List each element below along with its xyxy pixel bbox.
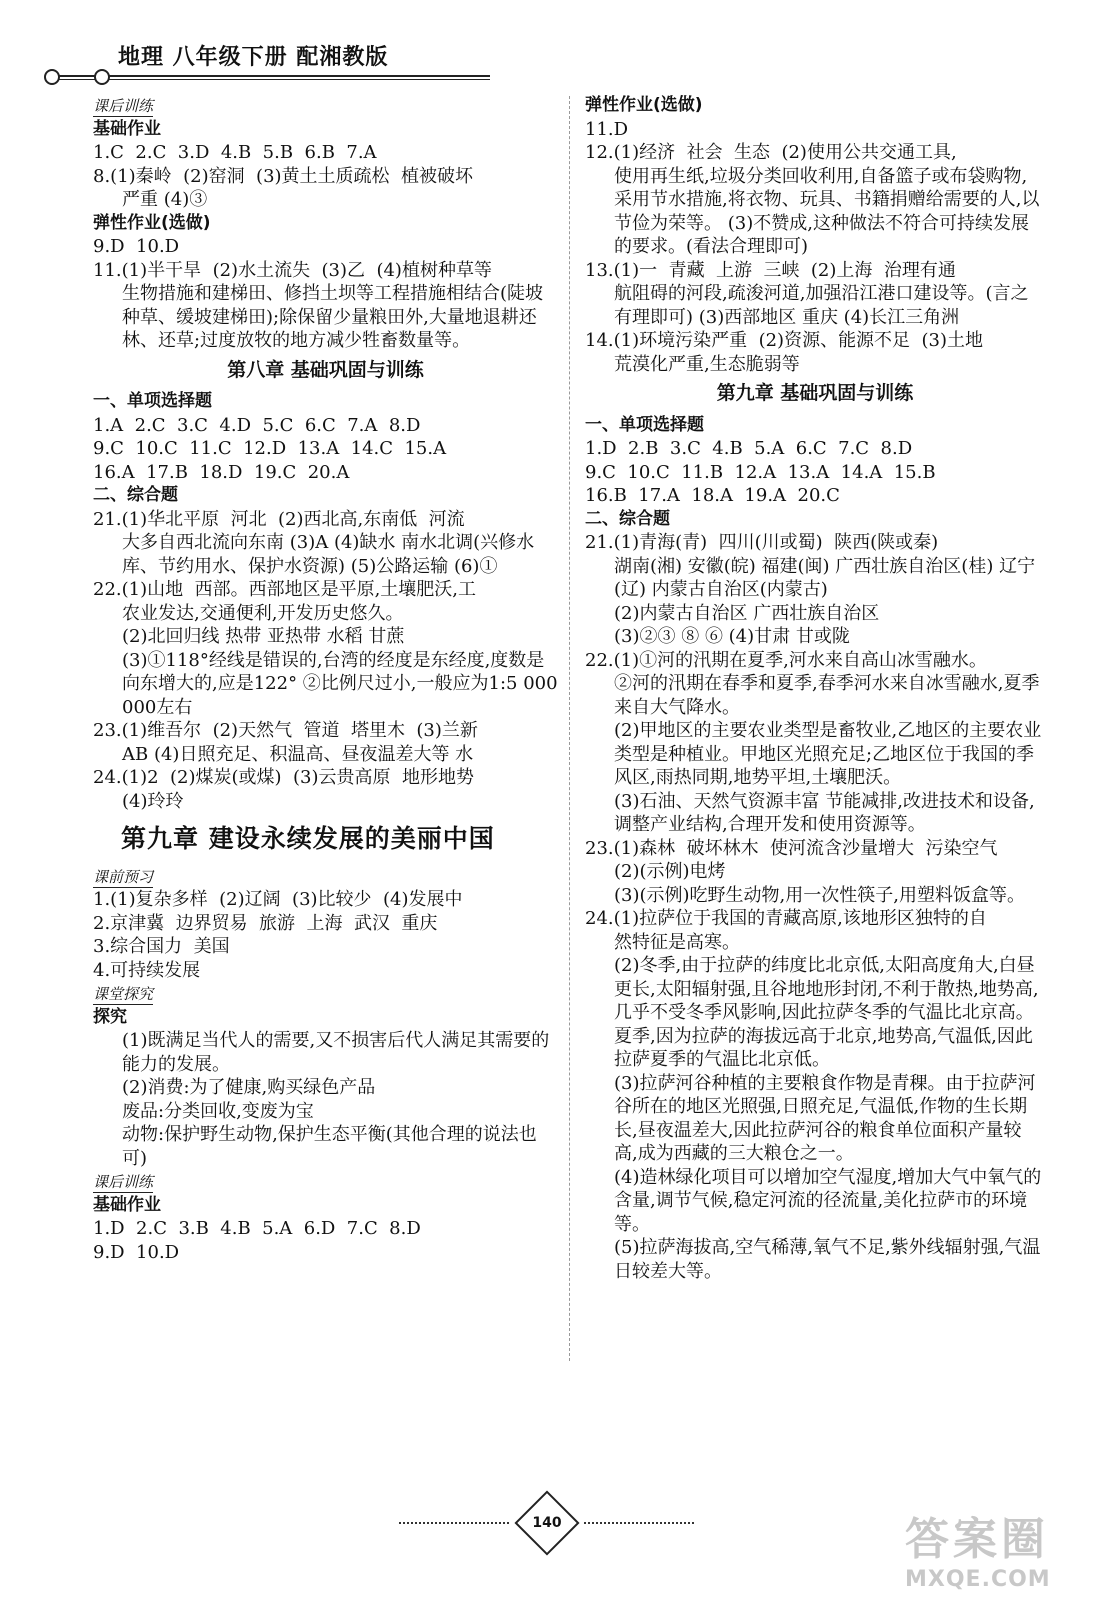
answer-line: 废品:分类回收,变废为宝 [122, 1100, 314, 1122]
answer-line: 24.(1)拉萨位于我国的青藏高原,该地形区独特的自 [585, 908, 987, 929]
answer-line: (3)石油、天然气资源丰富 节能减排,改进技术和设备,调整产业结构,合理开发和使用资源等。 [614, 790, 1035, 835]
subsection-heading: 弹性作业(选做) [93, 212, 211, 233]
answer-line: 11.D [585, 118, 629, 140]
answer-line: 然特征是高寒。 [614, 931, 740, 953]
answer-line: (3)①118°经线是错误的,台湾的经度是东经度,度数是向东增大的,应是122° ②比例尺过小,一般应为1:5 000 000左右 [122, 649, 558, 718]
answer-line: 23.(1)森林 破坏林木 使河流含沙量增大 污染空气 [585, 837, 998, 859]
answer-line: 9.D 10.D [93, 236, 180, 257]
answer-line: 生物措施和建梯田、修挡土坝等工程措施相结合(陡坡种草、缓坡建梯田);除保留少量粮田外,大量地退耕还林、还草;过度放牧的地方减少牲畜数量等。 [122, 283, 544, 351]
header-rule-thin [50, 79, 490, 80]
answer-line: 动物:保护野生动物,保护生态平衡(其他合理的说法也可) [122, 1124, 537, 1169]
answer-line: 大多自西北流向东南 (3)A (4)缺水 南水北调(兴修水库、节约用水、保护水资源) (5)公路运输 (6)① [122, 532, 535, 577]
watermark-logo [905, 1503, 1075, 1593]
watermark-text: 答案圈 [905, 1514, 1049, 1565]
answer-line: 16.B 17.A 18.A 19.A 20.C [585, 485, 840, 506]
answer-line: 22.(1)山地 西部。西部地区是平原,土壤肥沃,工 [93, 579, 477, 600]
section-tag: 课前预习 [93, 867, 154, 886]
section-tag: 课后训练 [93, 1173, 154, 1191]
answer-line: 12.(1)经济 社会 生态 (2)使用公共交通工具, [585, 142, 957, 163]
answer-line: (1)既满足当代人的需要,又不损害后代人满足其需要的能力的发展。 [122, 1030, 550, 1075]
answer-line: (3)拉萨河谷种植的主要粮食作物是青稞。由于拉萨河谷所在的地区光照强,日照充足,气温低,作物的生长期长,昼夜温差大,因此拉萨河谷的粮食单位面积产量较高,成为西藏的三大粮仓之一。 [614, 1072, 1036, 1164]
answer-line: 使用再生纸,垃圾分类回收利用,自备篮子或布袋购物,采用节水措施,将衣物、玩具、书籍捐赠给需要的人,以节俭为荣等。 (3)不赞成,这种做法不符合可持续发展的要求。(看法合理即可) [614, 165, 1040, 257]
answer-line: 21.(1)华北平原 河北 (2)西北高,东南低 河流 [93, 508, 465, 530]
answer-line: (2)冬季,由于拉萨的纬度比北京低,太阳高度角大,白昼更长,太阳辐射强,且谷地地形封闭,不利于散热,地势高,几乎不受冬季风影响,因此拉萨冬季的气温比北京高。夏季,因为拉萨的海拔远高于北京,地势高,气温低,因此拉萨夏季的气温比北京低。 [614, 955, 1039, 1070]
subsection-heading: 基础作业 [93, 1194, 161, 1215]
question-type-heading: 一、单项选择题 [585, 414, 704, 435]
header-dot-icon [44, 69, 60, 85]
answer-line: 14.(1)环境污染严重 (2)资源、能源不足 (3)土地 [585, 330, 984, 351]
answer-line: 23.(1)维吾尔 (2)天然气 管道 塔里木 (3)兰新 [93, 720, 478, 741]
answer-line: 严重 (4)③ [122, 189, 208, 210]
answer-line: 1.(1)复杂多样 (2)辽阔 (3)比较少 (4)发展中 [93, 889, 463, 910]
answer-line: 9.C 10.C 11.C 12.D 13.A 14.C 15.A [93, 438, 447, 459]
answer-line: (2)甲地区的主要农业类型是畜牧业,乙地区的主要农业类型是种植业。甲地区光照充足;乙地区位于我国的季风区,雨热同期,地势平坦,土壤肥沃。 [614, 720, 1042, 788]
answer-line: 11.(1)半干旱 (2)水土流失 (3)乙 (4)植树种草等 [93, 259, 492, 281]
watermark-url: MXQE.COM [905, 1567, 1051, 1592]
answer-line: 16.A 17.B 18.D 19.C 20.A [93, 461, 350, 483]
answer-line: 2.京津冀 边界贸易 旅游 上海 武汉 重庆 [93, 912, 438, 934]
chapter-title: 第九章 建设永续发展的美丽中国 [121, 824, 495, 853]
answer-line: (2)消费:为了健康,购买绿色产品 [122, 1077, 376, 1098]
footer-dots [399, 1522, 509, 1524]
answer-line: 24.(1)2 (2)煤炭(或煤) (3)云贵高原 地形地势 [93, 767, 474, 788]
answer-line: (4)造林绿化项目可以增加空气湿度,增加大气中氧气的含量,调节气候,稳定河流的径流量,美化拉萨市的环境等。 [614, 1166, 1042, 1235]
section-tag: 课后训练 [93, 97, 154, 115]
answer-line: 1.C 2.C 3.D 4.B 5.B 6.B 7.A [93, 142, 377, 163]
left-column [93, 94, 558, 1264]
answer-line: 21.(1)青海(青) 四川(川或蜀) 陕西(陕或秦) [585, 532, 939, 553]
answer-line: 1.D 2.C 3.B 4.B 5.A 6.D 7.C 8.D [93, 1218, 421, 1239]
answer-line: (2)(示例)电烤 [614, 861, 726, 882]
question-type-heading: 二、综合题 [585, 508, 670, 529]
answer-line: 航阻碍的河段,疏浚河道,加强沿江港口建设等。(言之有理即可) (3)西部地区 重庆 (4)长江三角洲 [614, 283, 1029, 328]
answer-line: 1.A 2.C 3.C 4.D 5.C 6.C 7.A 8.D [93, 414, 421, 436]
subsection-heading: 弹性作业(选做) [585, 95, 703, 115]
answer-line: (2)北回归线 热带 亚热带 水稻 甘蔗 [122, 626, 405, 647]
answer-line: 8.(1)秦岭 (2)窑洞 (3)黄土土质疏松 植被破坏 [93, 165, 473, 187]
question-type-heading: 一、单项选择题 [93, 391, 212, 411]
right-column [585, 94, 1045, 1283]
answer-line: 湖南(湘) 安徽(皖) 福建(闽) 广西壮族自治区(桂) 辽宁(辽) 内蒙古自治区(内蒙古) [614, 555, 1036, 600]
page-header-title: 地理 八年级下册 配湘教版 [118, 45, 389, 70]
answer-line: ②河的汛期在春季和夏季,春季河水来自冰雪融水,夏季来自大气降水。 [614, 673, 1040, 718]
answer-line: 农业发达,交通便利,开发历史悠久。 [122, 602, 404, 624]
answer-line: 3.综合国力 美国 [93, 936, 230, 957]
question-type-heading: 二、综合题 [93, 485, 178, 505]
column-divider [569, 96, 570, 1361]
section-title: 第八章 基础巩固与训练 [227, 358, 424, 381]
answer-line: 1.D 2.B 3.C 4.B 5.A 6.C 7.C 8.D [585, 438, 913, 459]
answer-line: 9.C 10.C 11.B 12.A 13.A 14.A 15.B [585, 461, 936, 483]
header-dot-icon [94, 69, 110, 85]
answer-line: AB (4)日照充足、积温高、昼夜温差大等 水 [122, 743, 474, 765]
answer-line: (2)内蒙古自治区 广西壮族自治区 [614, 602, 880, 624]
answer-line: (3)②③ ⑧ ⑥ (4)甘肃 甘或陇 [614, 626, 850, 647]
answer-line: 13.(1)一 青藏 上游 三峡 (2)上海 治理有通 [585, 259, 956, 281]
answer-line: (5)拉萨海拔高,空气稀薄,氧气不足,紫外线辐射强,气温日较差大等。 [614, 1237, 1041, 1282]
subsection-heading: 基础作业 [93, 118, 161, 139]
answer-line: 4.可持续发展 [93, 959, 201, 981]
answer-line: (3)(示例)吃野生动物,用一次性筷子,用塑料饭盒等。 [614, 884, 1025, 906]
section-title: 第九章 基础巩固与训练 [716, 382, 914, 404]
answer-line: (4)玲玲 [122, 790, 184, 812]
section-tag: 课堂探究 [93, 985, 154, 1003]
answer-line: 9.D 10.D [93, 1241, 180, 1263]
page-number-badge [514, 1490, 579, 1555]
footer-dots [584, 1522, 694, 1524]
page-number: 140 [531, 1515, 562, 1531]
header-rule [50, 75, 490, 77]
answer-line: 荒漠化严重,生态脆弱等 [614, 353, 800, 375]
subsection-heading: 探究 [93, 1006, 127, 1027]
answer-line: 22.(1)①河的汛期在夏季,河水来自高山冰雪融水。 [585, 649, 987, 671]
